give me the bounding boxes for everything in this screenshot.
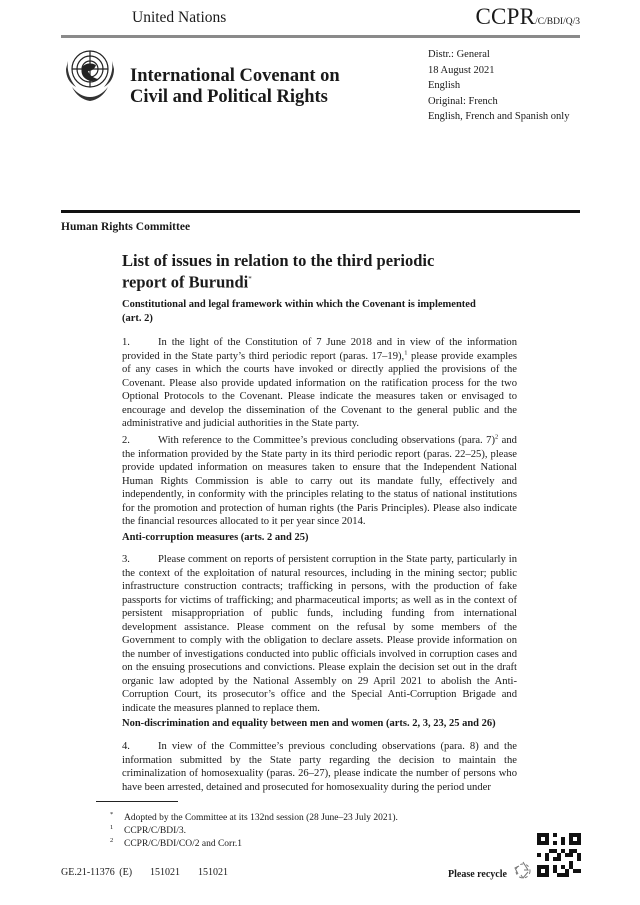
qr-code-icon	[537, 833, 581, 877]
job-number: GE.21-11376 (E) 151021 151021	[61, 867, 229, 878]
section-rule	[61, 210, 580, 213]
paragraph-3: 3. Please comment on reports of persistent corruption in the State party, particularly in the context of the exploitation of natural resources, including in the mining sector; public infrastructure construction contracts; trafficking in persons, with the production of fake passports for victims of trafficking; and pharmaceutical imports; as well as in the context of persistent misappropriation of public funds, including funding from international development assistance. Please comment on the refusal by some members of the Government to comply with the obligation to declare assets. Please provide information on the number of investigations conducted into public officials involved in corruption cases and on the ensuing prosecutions and convictions. Please explain the decision set out in the draft organic law adopted by the National Assembly on 29 April 2021 to abolish the Anti-Corruption Court, its prosecutor’s office and the Special Anti-Corruption Brigade and indicate the measures planned to replace them.	[122, 554, 517, 714]
footnote-ref: 2	[494, 433, 499, 441]
section-heading: Non-discrimination and equality between men and women (arts. 2, 3, 23, 25 and 26)	[122, 718, 496, 729]
date: 18 August 2021	[428, 64, 495, 76]
section-heading: Anti-corruption measures (arts. 2 and 25)	[122, 532, 309, 543]
section-heading: Constitutional and legal framework within which the Covenant is implemented (art. 2)	[122, 299, 476, 324]
distribution-info	[428, 47, 569, 125]
committee-name: Human Rights Committee	[61, 221, 191, 233]
footnote: * Adopted by the Committee at its 132nd session (28 June–23 July 2021).	[110, 810, 398, 823]
recycle-icon	[512, 859, 534, 881]
distribution: Distr.: General	[428, 49, 490, 60]
paragraph-4: 4. In view of the Committee’s previous concluding observations (para. 8) and the information submitted by the State party regarding the decision to maintain the criminalization of homosexuality (paras. 26–27), please indicate the number of persons who have been arrested, detained and prosecuted for homosexuality during the period under	[122, 741, 517, 793]
language: English	[428, 80, 461, 91]
symbol-suffix: /C/BDI/Q/3	[535, 17, 580, 27]
un-emblem-icon	[60, 41, 120, 107]
organization-name: United Nations	[132, 9, 227, 26]
document-title: List of issues in relation to the third periodic report of Burundi*	[122, 251, 435, 292]
paragraph-1: 1. In the light of the Constitution of 7 June 2018 and in view of the information provided in the State party’s third periodic report (paras. 17–19),$^1$ please provide examples of any cases in which the courts have invoked or directly applied the provisions of the Covenant. Please also provide updated information on the ratification process for the two Optional Protocols to the Covenant. Please indicate the measures taken or envisaged to encourage and develop the dissemination of the Covenant to the general public and the administrative and judicial authorities in the State party.	[122, 337, 518, 429]
footnote-ref: 1	[404, 348, 408, 356]
title-line-1: International Covenant on	[130, 66, 340, 86]
title-footnote-mark: *	[248, 275, 252, 283]
recycle-label: Please recycle	[448, 869, 507, 880]
document-symbol	[476, 4, 581, 30]
original-language: Original: French	[428, 95, 498, 107]
footnote-separator	[96, 801, 178, 802]
paragraph-2: 2. With reference to the Committee’s previous concluding observations (para. 7)$^2$ and the information provided by the State party in its third periodic report (paras. 22–25), please provide updated information on measures taken to ensure that the Independent National Human Rights Commission is able to carry out its mandate fully, effectively and independently, in conformity with the principles relating to the status of national institutions for the promotion and protection of human rights (the Paris Principles). Please also indicate the financial resources allocated to it per year since 2014.	[122, 433, 517, 527]
footnotes	[110, 812, 398, 851]
header-rule	[61, 35, 580, 38]
covenant-title	[130, 66, 390, 108]
footnote: 1 CCPR/C/BDI/3.	[110, 823, 187, 836]
title-line-2: Civil and Political Rights	[130, 87, 328, 107]
languages-only: English, French and Spanish only	[428, 111, 570, 122]
symbol-main: CCPR	[475, 4, 536, 29]
footnote: 2 CCPR/C/BDI/CO/2 and Corr.1	[110, 836, 242, 849]
